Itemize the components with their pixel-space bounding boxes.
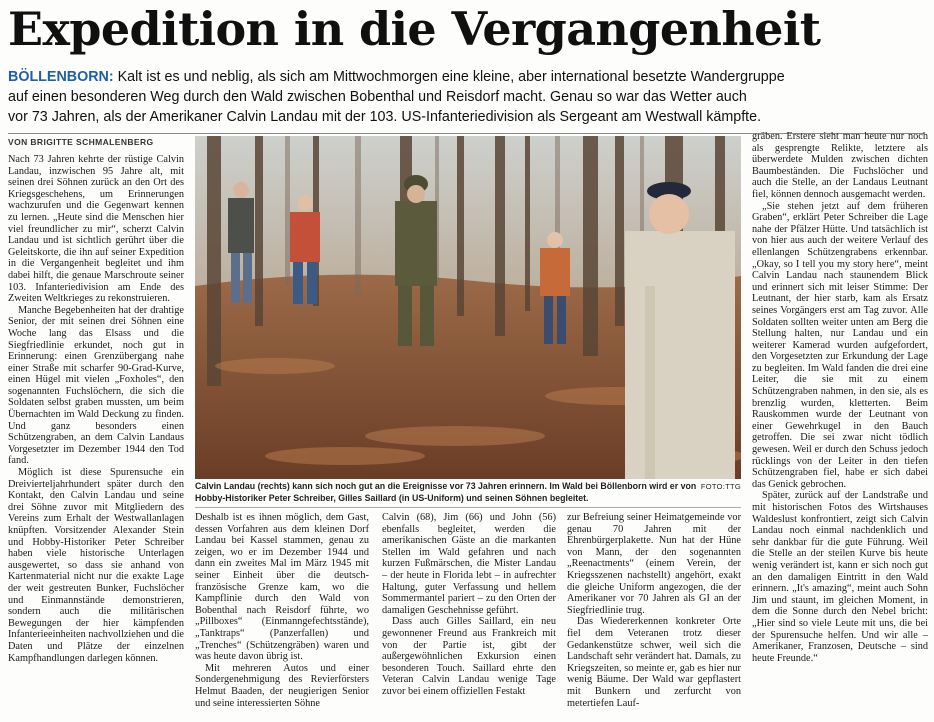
byline: VON BRIGITTE SCHMALENBERG [8,137,154,147]
col4-paragraph-2: Das Wiedererkennen konkreter Orte fiel dem Veteranen trotz dieser Gedankenstütze schwer, weil sich die Landschaft sehr verändert hat. Damals, zu Kriegszeiten, so meinte er, gab es hier nur wenig Bäume. Der Wald war gepflastert mit Bunkern und zerfurcht von metertiefen Lauf- [567,616,741,709]
caption-rule [195,507,741,508]
dateline: BÖLLENBORN: [8,69,114,85]
col1-paragraph-1: Nach 73 Jahren kehrte der rüstige Calvin Landau, inzwischen 95 Jahre alt, mit seinen drei Söhnen zurück an den Ort des Kriegsgeschehens, um Erinnerungen wachzurufen und die Gegenwart kennen zu lernen. „Heute sind die Menschen hier viel freundlicher zu mir“, scherzt Calvin Landau und ist sichtlich gerührt über die Geleitskorte, die ihn auf seiner Expedition in die Vergangenheit begleitet und ihm dabei hilft, die genaue Marschroute seiner 103. Infanteriedivision am Ende des Zweiten Weltkrieges zu rekonstruieren. [8,154,184,305]
photo-caption [195,481,741,504]
lead-line-2: auf einen besonderen Weg durch den Wald zwischen Bobenthal und Reisdorf macht. Genau so war das Wetter auch [8,89,747,105]
col5-paragraph-3: Später, zurück auf der Landstraße und mit historischen Fotos des Wirtshauses Waldeslust konfrontiert, zeigt sich Calvin Landau noch einmal nachdenklich und sehr dankbar für die gute Führung. Weil die Stelle an der steilen Kurve bis heute wenig verändert ist, kann er sich noch gut an den damaligen Eintritt in den Wald erinnern. „It's amazing“, meint auch Sohn Jim und staunt, im gleichen Moment, in dem die Sonne durch den Nebel bricht: „Hier sind so viele Leute mit uns, die bei der Spurensuche helfen. Und wir alle – Amerikaner, Franzosen, Deutsche – sind heute Freunde.“ [752,490,928,664]
headline: Expedition in die Vergangenheit [8,2,821,56]
col2-paragraph-1: Deshalb ist es ihnen möglich, dem Gast, dessen Vorfahren aus dem kleinen Dorf Landau bei Kassel stammen, genau zu zeigen, wo er im Dezember 1944 und dann ein zweites Mal im März 1945 mit seiner Einheit über die deutsch-französische Grenze kam, wo die Kampflinie durch den Wald von Bobenthal nach Reisdorf führte, wo „Pillboxes“ (Einmanngefechtsstände), „Tanktraps“ (Panzerfallen) und „Trenches“ (Schützengräben) waren und was heute davon übrig ist. [195,512,369,663]
article-column-5 [752,131,928,720]
lead-line-1 [8,67,928,87]
lead-paragraph [8,67,928,127]
col1-paragraph-2: Manche Begebenheiten hat der drahtige Senior, der mit seinen drei Söhnen eine Woche lang das Elsass und die Siegfriedlinie erkundet, noch gut in Erinnerung: einen Grenzübergang nahe einer Straße mit scharfer 90-Grad-Kurve, einen Hügel mit vielen „Foxholes“, den sogenannten Fuchslöchern, die sich die Soldaten selbst graben mussten, um beim Übernachten im Wald Deckung zu finden. Und ganz besonders einen Schützengraben, an dem Calvin Landaus Vorgesetzter im Dezember 1944 den Tod fand. [8,304,184,467]
article-column-4 [567,512,741,720]
lead-text-1: Kalt ist es und neblig, als sich am Mittwochmorgen eine kleine, aber international besetzte Wandergruppe [117,69,785,85]
photo-caption-text: Calvin Landau (rechts) kann sich noch gut an die Ereignisse vor 73 Jahren erinnern. Im Wald bei Böllenborn wird er von Hobby-Historiker Peter Schreiber, Gilles Saillard (in US-Uniform) und seinen Söhnen begleitet. [195,481,697,503]
col4-paragraph-1: zur Befreiung seiner Heimatgemeinde vor genau 70 Jahren mit der Ehrenbürgerplakette. Nun hat der Hüne von Mann, der den sogenannten „Reenactments“ (einem Verein, der Kriegsszenen nachstellt) angehört, exakt die gleiche Uniform angezogen, die der Amerikaner vor 70 Jahren als GI an der Siegfriedlinie trug. [567,512,741,616]
col1-paragraph-3: Möglich ist diese Spurensuche ein Dreivierteljahrhundert später durch den Kontakt, den Calvin Landau und seine drei Söhne zuvor mit Mitgliedern des Vereins zum Erhalt der Westwallanlagen knüpften. Vorsitzender Alexander Stein und Hobby-Historiker Peter Schreiber haben viele historische Unterlagen ausgewertet, so dass sie anhand von Kartenmaterial nicht nur die exakte Lage der weit gestreuten Bunker, Fuchslöcher und Einmannstände demonstrieren, sondern auch die militärischen Bewegungen der hier kämpfenden Infanterieeinheiten nachvollziehen und die Daten und Plätze der einzelnen Kampfhandlungen darlegen können. [8,467,184,664]
col5-paragraph-1: gräben. Erstere sieht man heute nur noch als gesprengte Relikte, letztere als überwerdete Mulden zwischen dichten Baumbeständen. Die Fuchslöcher und auch die Stelle, an der Landaus Leutnant fiel, können dennoch ausgemacht werden. [752,131,928,200]
article-column-3 [382,512,556,720]
article-column-1 [8,154,184,720]
article-column-2 [195,512,369,720]
col3-paragraph-2: Dass auch Gilles Saillard, ein neu gewonnener Freund aus Frankreich mit von der Partie ist, gibt der außergewöhnlichen Exkursion einen besonderen Touch. Saillard ehrte den Veteran Calvin Landau wenige Tage zuvor bei einem offiziellen Festakt [382,616,556,697]
col2-paragraph-2: Mit mehreren Autos und einer Sondergenehmigung des Revierförsters Helmut Baaden, der neugierigen Senior und seine interessierten Söhne [195,662,369,709]
col3-paragraph-1: Calvin (68), Jim (66) und John (56) ebenfalls begleitet, werden die amerikanischen Gäste an die markanten Stellen im Wald gefahren und nach kurzen Fußmärschen, die Mister Landau – der heute in Florida lebt – in aufrechter Haltung, guter Verfassung und hellem Sommermantel pariert – zu den Orten der damaligen Geschehnisse geführt. [382,512,556,616]
article-photo [195,136,741,479]
forest-photo-illustration [195,136,741,479]
col5-paragraph-2: „Sie stehen jetzt auf dem früheren Graben“, erklärt Peter Schreiber die Lage nahe der Pfälzer Hütte. Und tatsächlich ist von hier aus auch der weitere Verlauf des ellenlangen Schützengrabens erkennbar. „Okay, so I tell you my story here“, meint Calvin Landau nach staunendem Blick und erinnert sich mit leiser Stimme: Der Leutnant, der hier starb, kam als Ersatz seines Vorgängers erst am Tag zuvor. Alle Soldaten sollten weiter unten am Berg die Stellung halten, nur Landau und ein weiterer Kamerad wurden aufgefordert, den Vorgesetzten zur Erkundung der Lage zu begleiten. Im Wald fanden die drei eine Leiter, die sie mit zu einem Schützengraben nahmen, in den sie, als es brenzlig wurden, kletterten. Beim Rauskommen wurde der Leutnant von einer Gewehrkugel in den Bauch getroffen. Die sei zwar nicht tödlich gewesen. Weil er durch den Schuss jedoch rücklings von der Leiter in den tiefen Schützengraben fiel, habe er sich dabei das Genick gebrochen. [752,200,928,490]
photo-credit: FOTO:TTG [700,482,741,491]
lead-line-3: vor 73 Jahren, als der Amerikaner Calvin Landau mit der 103. US-Infanteriedivision als Sergeant am Westwall kämpfte. [8,109,762,125]
